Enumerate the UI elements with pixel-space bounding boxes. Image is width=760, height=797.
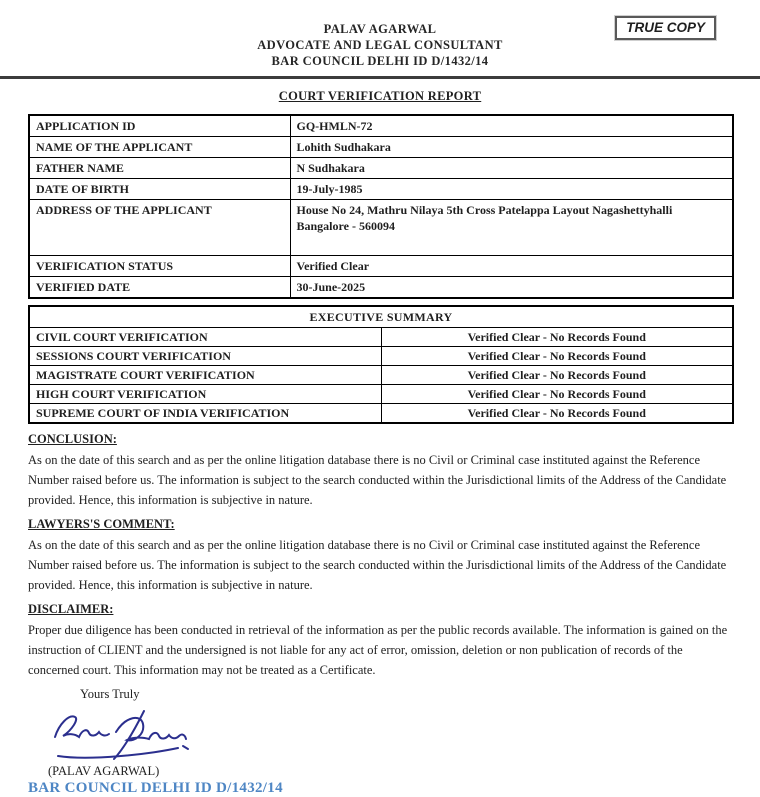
section-body: Proper due diligence has been conducted in retrieval of the information as per the public records available. The information is gained on the instruction of CLIENT and the undersigned is not liable for any act of error, omission, deletion or non publication of records of the concerned court. This information may not be treated as a Certificate. (28, 623, 728, 677)
row-value: 30-June-2025 (290, 277, 733, 299)
row-label: DATE OF BIRTH (29, 179, 290, 200)
true-copy-stamp: TRUE COPY (615, 16, 716, 40)
report-sections (0, 424, 760, 680)
executive-summary-table (28, 305, 734, 424)
advocate-bar-id: BAR COUNCIL DELHI ID D/1432/14 (271, 54, 489, 68)
row-value: Verified Clear - No Records Found (381, 328, 733, 347)
header-divider (0, 76, 760, 79)
row-value: Verified Clear - No Records Found (381, 385, 733, 404)
row-label: FATHER NAME (29, 158, 290, 179)
table-row (29, 366, 733, 385)
row-value: Lohith Sudhakara (290, 137, 733, 158)
row-value: 19-July-1985 (290, 179, 733, 200)
row-label: APPLICATION ID (29, 115, 290, 137)
row-value: GQ-HMLN-72 (290, 115, 733, 137)
row-label: MAGISTRATE COURT VERIFICATION (29, 366, 381, 385)
closing-phrase: Yours Truly (80, 687, 140, 701)
section-heading: LAWYERS'S COMMENT: (28, 517, 175, 531)
advocate-name: PALAV AGARWAL (323, 22, 437, 36)
section-body: As on the date of this search and as per the online litigation database there is no Civil or Criminal case instituted against the Reference Number raised before us. The information is subject to the search conducted within the Jurisdictional limits of the Address of the Candidate provided. Hence, this information is subjective in nature. (28, 453, 727, 507)
row-label: HIGH COURT VERIFICATION (29, 385, 381, 404)
table-row (29, 385, 733, 404)
row-value: N Sudhakara (290, 158, 733, 179)
section-body: As on the date of this search and as per the online litigation database there is no Civil or Criminal case instituted against the Reference Number raised before us. The information is subject to the search conducted within the Jurisdictional limits of the Address of the Candidate provided. Hence, this information is subjective in nature. (28, 538, 727, 592)
section-disclaimer (28, 602, 735, 680)
section-lawyers-comment (28, 517, 735, 595)
report-title: COURT VERIFICATION REPORT (278, 89, 482, 103)
row-label: SUPREME COURT OF INDIA VERIFICATION (29, 404, 381, 424)
section-conclusion (28, 432, 735, 510)
table-row (29, 200, 733, 256)
table-row (29, 137, 733, 158)
row-value: Verified Clear - No Records Found (381, 404, 733, 424)
section-heading: DISCLAIMER: (28, 602, 114, 616)
row-value: Verified Clear - No Records Found (381, 366, 733, 385)
table-row (29, 158, 733, 179)
bar-council-id: BAR COUNCIL DELHI ID D/1432/14 (28, 780, 283, 796)
table-row (29, 256, 733, 277)
signature-image (48, 704, 760, 764)
row-label: VERIFICATION STATUS (29, 256, 290, 277)
table-row (29, 179, 733, 200)
row-label: CIVIL COURT VERIFICATION (29, 328, 381, 347)
table-header-row (29, 306, 733, 328)
advocate-designation: ADVOCATE AND LEGAL CONSULTANT (257, 38, 503, 52)
row-label: SESSIONS COURT VERIFICATION (29, 347, 381, 366)
table-row (29, 328, 733, 347)
table-row (29, 347, 733, 366)
row-label: ADDRESS OF THE APPLICANT (29, 200, 290, 256)
table-row (29, 277, 733, 299)
table-row (29, 404, 733, 424)
summary-title: EXECUTIVE SUMMARY (29, 306, 733, 328)
section-heading: CONCLUSION: (28, 432, 117, 446)
table-row (29, 115, 733, 137)
row-value: House No 24, Mathru Nilaya 5th Cross Patelappa Layout Nagashettyhalli Bangalore - 560094 (290, 200, 733, 256)
row-value: Verified Clear (290, 256, 733, 277)
row-label: VERIFIED DATE (29, 277, 290, 299)
row-label: NAME OF THE APPLICANT (29, 137, 290, 158)
signatory-name: (PALAV AGARWAL) (48, 764, 160, 778)
row-value: Verified Clear - No Records Found (381, 347, 733, 366)
applicant-details-table (28, 114, 734, 299)
